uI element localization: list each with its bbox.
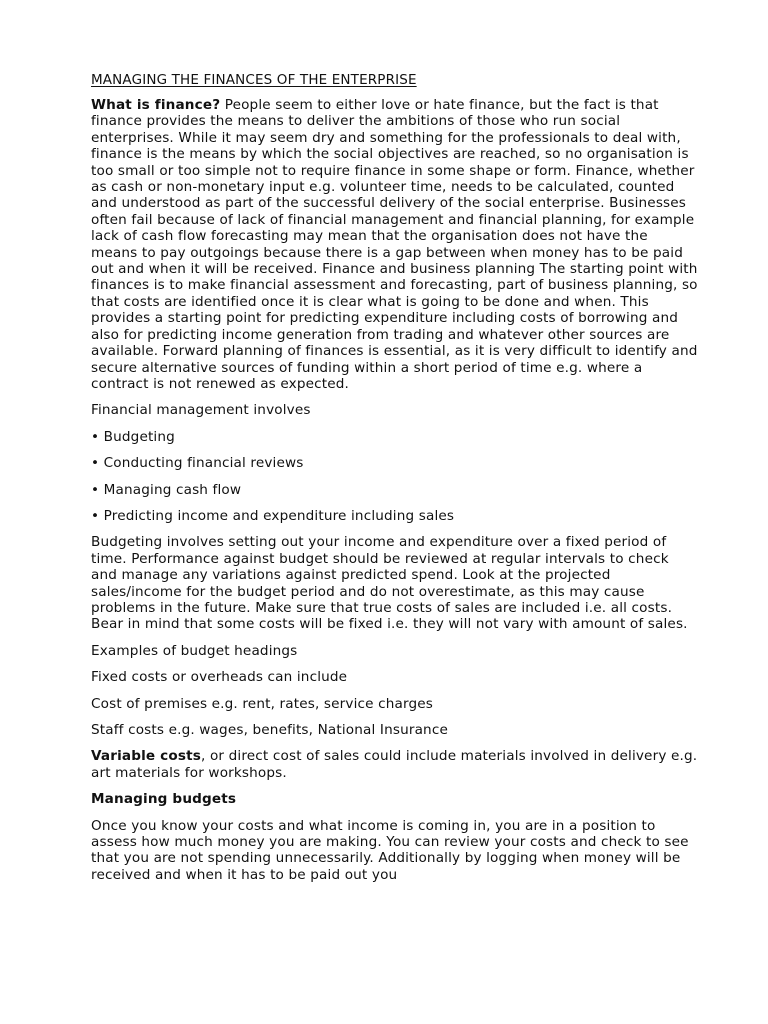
bullet-financial-reviews: • Conducting financial reviews	[91, 455, 304, 472]
intro-text: People seem to either love or hate finance, but the fact is that finance provides the means to deliver the ambitions of those who run social enterprises. While it may seem dry and something for the professionals to deal with, finance is the means by which the social objectives are reached, so no organisation is too small or too simple not to require finance in some shape or form. Finance, whether as cash or non-monetary input e.g. volunteer time, needs to be calculated, counted and understood as part of the successful delivery of the social enterprise. Businesses often fail because of lack of financial management and financial planning, for example lack of cash flow forecasting may mean that the organisation does not have the means to pay outgoings because there is a gap between when money has to be paid out and when it will be received. Finance and business planning The starting point with finances is to make financial assessment and forecasting, part of business planning, so that costs are identified once it is clear what is going to be done and when. This provides a starting point for predicting expenditure including costs of borrowing and also for predicting income generation from trading and whatever other sources are available. Forward planning of finances is essential, as it is very difficult to identify and secure alternative sources of funding within a short period of time e.g. where a contract is not renewed as expected.	[91, 97, 698, 392]
staff-costs-line: Staff costs e.g. wages, benefits, National Insurance	[91, 722, 448, 738]
intro-paragraph	[91, 97, 698, 392]
document-title: MANAGING THE FINANCES OF THE ENTERPRISE	[91, 72, 417, 88]
bullet-predicting-income: • Predicting income and expenditure including sales	[91, 507, 455, 524]
budgeting-paragraph: Budgeting involves setting out your income and expenditure over a fixed period of time. Performance against budget should be reviewed at regular intervals to check and manage any variations against predicted spend. Look at the projected sales/income for the budget period and do not overestimate, as this may cause problems in the future. Make sure that true costs of sales are included i.e. all costs. Bear in mind that some costs will be fixed i.e. they will not vary with amount of sales.	[91, 534, 688, 633]
intro-lead: What is finance?	[91, 97, 221, 113]
variable-costs-lead: Variable costs	[91, 748, 202, 765]
bullet-budgeting: • Budgeting	[91, 428, 175, 445]
managing-budgets-heading: Managing budgets	[91, 791, 237, 808]
fixed-costs-line: Fixed costs or overheads can include	[91, 669, 348, 686]
premises-line: Cost of premises e.g. rent, rates, service charges	[91, 695, 434, 712]
variable-costs-text: , or direct cost of sales could include materials involved in delivery e.g. art materials for workshops.	[91, 748, 698, 781]
financial-management-intro: Financial management involves	[91, 402, 311, 419]
bullet-cash-flow: • Managing cash flow	[91, 481, 242, 498]
managing-budgets-paragraph: Once you know your costs and what income is coming in, you are in a position to assess how much money you are making. You can review your costs and check to see that you are not spending unnecessarily. Additionally by logging when money will be received and when it has to be paid out you	[91, 817, 689, 883]
examples-heading: Examples of budget headings	[91, 642, 298, 659]
variable-costs-paragraph	[91, 748, 698, 781]
